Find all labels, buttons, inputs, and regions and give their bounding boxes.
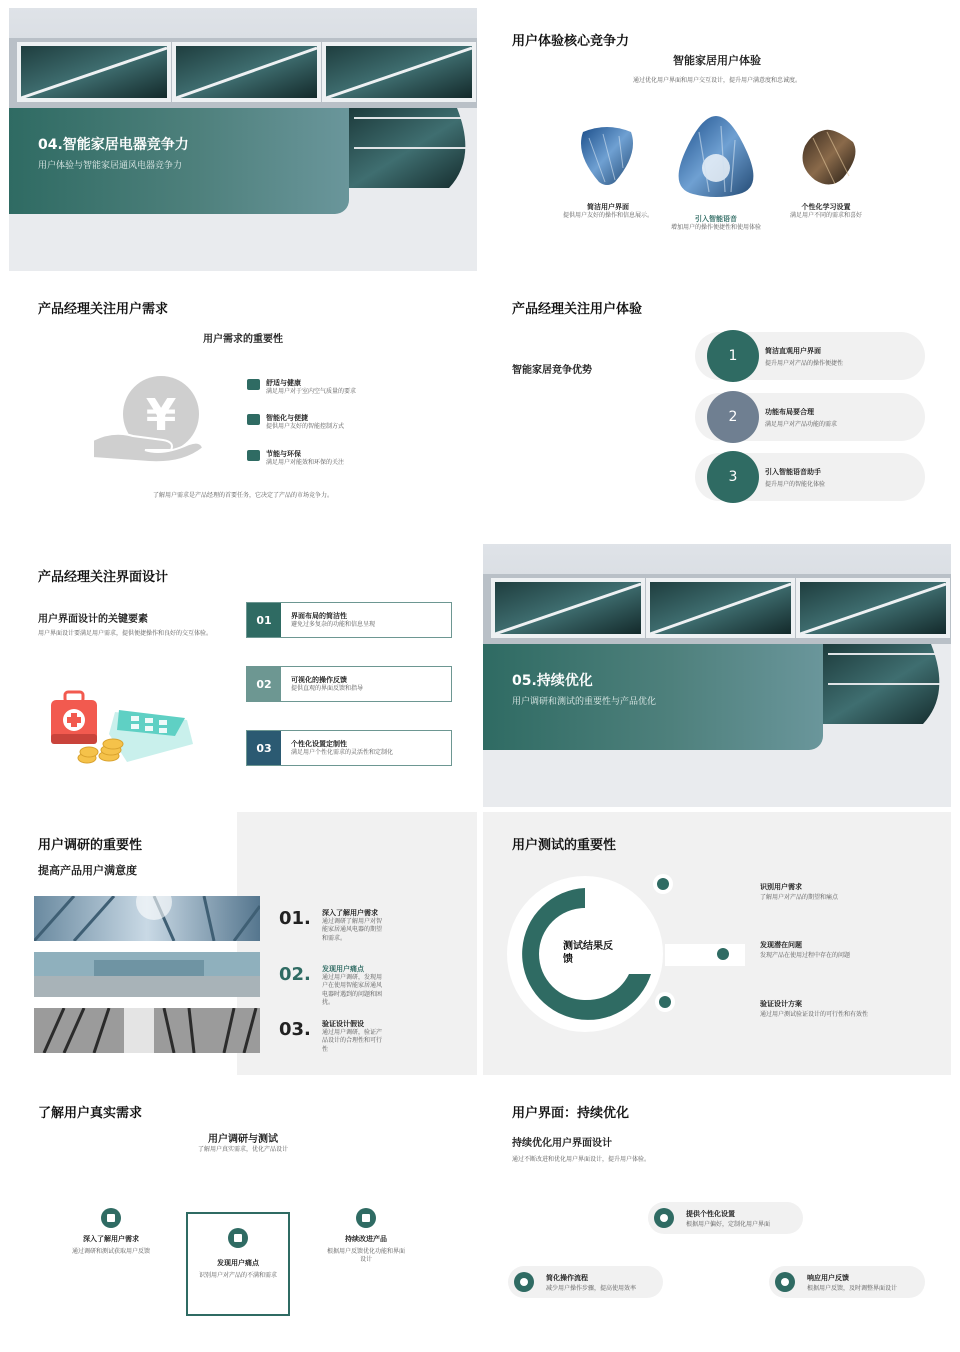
research-label: 验证设计假设 xyxy=(322,1020,364,1028)
cover-title-box xyxy=(483,644,823,750)
advantage-desc: 满足用户对产品功能的需求 xyxy=(765,421,838,428)
feature-label: 个性化学习设置 xyxy=(801,203,851,211)
advantage-desc: 提升用户对产品的操作便捷性 xyxy=(765,360,844,367)
advantage-label: 功能布局要合理 xyxy=(765,408,814,416)
slide-heading: 提高产品用户满意度 xyxy=(38,864,137,877)
element-desc: 避免过多复杂的功能和信息呈现 xyxy=(291,621,376,628)
slide-desc: 通过不断改进和优化用户界面设计，提升用户体验。 xyxy=(512,1156,651,1163)
test-center-label: 测试结果反馈 xyxy=(563,941,613,965)
cover-subtitle: 用户体验与智能家居通风电器竞争力 xyxy=(38,161,183,171)
step-label: 深入了解用户需求 xyxy=(83,1235,139,1243)
test-label: 识别用户需求 xyxy=(760,883,802,891)
slide-desc: 了解用户真实需求，优化产品设计 xyxy=(197,1146,288,1153)
building-blob-3 xyxy=(795,126,859,188)
cover-title: 05.持续优化 xyxy=(512,673,593,689)
element-label: 可视化的操作反馈 xyxy=(291,676,347,684)
test-label: 发现潜在问题 xyxy=(760,941,802,949)
need-desc: 满足用户对于室内空气质量的要求 xyxy=(266,388,357,395)
building-blob-2 xyxy=(669,112,763,198)
feature-desc: 提供用户友好的操作和信息展示。 xyxy=(563,212,654,219)
feature-caption xyxy=(781,202,871,220)
settings-icon xyxy=(654,1208,674,1228)
slide-heading: 持续优化用户界面设计 xyxy=(512,1138,612,1149)
advantage-label: 简洁直观用户界面 xyxy=(765,347,821,355)
feature-caption xyxy=(671,214,761,232)
research-label: 深入了解用户需求 xyxy=(322,909,378,917)
feedback-icon xyxy=(775,1272,795,1292)
advantage-desc: 提升用户的智能化体验 xyxy=(765,481,826,488)
slide-user-testing[interactable] xyxy=(483,812,951,1075)
slide-real-needs[interactable] xyxy=(9,1080,477,1343)
slide-user-research[interactable] xyxy=(9,812,477,1075)
image-icon xyxy=(101,1208,121,1228)
advantage-number: 3 xyxy=(707,451,759,503)
research-desc: 通过用户调研，验证产品设计的合理性和可行性 xyxy=(322,1029,383,1053)
building-strip-3 xyxy=(34,1008,260,1053)
optimization-desc: 根据用户偏好，定制化用户界面 xyxy=(686,1221,771,1228)
slide-cover-04[interactable] xyxy=(9,8,477,271)
advantage-label: 引入智能语音助手 xyxy=(765,468,821,476)
optimization-desc: 减少用户操作步骤，提高使用效率 xyxy=(546,1285,637,1292)
slide-title: 产品经理关注用户需求 xyxy=(38,302,169,317)
slide-heading: 智能家居用户体验 xyxy=(673,54,761,67)
optimization-item xyxy=(769,1266,925,1298)
slide-user-experience[interactable] xyxy=(483,276,951,539)
svg-text:¥: ¥ xyxy=(145,390,177,441)
research-desc: 通过调研了解用户对智能家居通风电器的期望和需求。 xyxy=(322,918,383,942)
element-desc: 提供直观的界面反馈和指导 xyxy=(291,685,364,692)
need-label: 智能化与便捷 xyxy=(266,414,308,422)
printer-icon xyxy=(247,450,260,461)
optimization-label: 简化操作流程 xyxy=(546,1274,588,1282)
cover-title-box xyxy=(9,108,349,214)
step-desc: 通过调研和测试获取用户反馈 xyxy=(71,1248,150,1255)
slide-heading: 智能家居竞争优势 xyxy=(512,365,592,376)
research-desc: 通过用户调研，发现用户在使用智能家居通风电器时遇到的问题和困扰。 xyxy=(322,974,383,1007)
feature-caption xyxy=(563,202,653,220)
optimization-label: 响应用户反馈 xyxy=(807,1274,849,1282)
slide-heading: 用户调研与测试 xyxy=(208,1134,278,1145)
need-label: 舒适与健康 xyxy=(266,379,301,387)
need-desc: 提供用户友好的智能控制方式 xyxy=(266,423,345,430)
slide-title: 产品经理关注界面设计 xyxy=(38,570,169,585)
research-number: 02. xyxy=(279,964,311,985)
advantage-number: 2 xyxy=(707,391,759,443)
advantage-item xyxy=(695,393,925,441)
building-strip-2 xyxy=(34,952,260,997)
feature-desc: 满足用户不同的需求和喜好 xyxy=(789,212,862,219)
need-desc: 满足用户对能效和环保的关注 xyxy=(266,459,345,466)
element-label: 界面布局的简洁性 xyxy=(291,612,347,620)
need-item xyxy=(247,449,344,467)
optimization-item xyxy=(508,1266,663,1298)
slide-desc: 用户界面设计要满足用户需求，提供便捷操作和良好的交互体验。 xyxy=(38,630,213,637)
advantage-item xyxy=(695,332,925,380)
test-desc: 通过用户测试验证设计的可行性和有效性 xyxy=(760,1011,869,1018)
slide-cover-05[interactable] xyxy=(483,544,951,807)
yen-hand-icon xyxy=(93,374,213,464)
slide-title: 用户测试的重要性 xyxy=(512,838,617,853)
design-element xyxy=(246,730,452,766)
need-label: 节能与环保 xyxy=(266,450,301,458)
slide-interface-design[interactable] xyxy=(9,544,477,807)
need-item xyxy=(247,413,344,431)
need-item xyxy=(247,378,356,396)
design-element xyxy=(246,666,452,702)
slide-heading: 用户需求的重要性 xyxy=(203,334,283,345)
slide-user-needs[interactable] xyxy=(9,276,477,539)
slide-title: 用户界面：持续优化 xyxy=(512,1106,630,1121)
element-desc: 满足用户个性化需求的灵活性和定制化 xyxy=(291,749,394,756)
document-icon xyxy=(228,1228,248,1248)
element-label: 个性化设置定制性 xyxy=(291,740,347,748)
image-icon xyxy=(247,414,260,425)
feature-label: 简洁用户界面 xyxy=(587,203,629,211)
slide-title: 用户调研的重要性 xyxy=(38,838,143,853)
test-desc: 了解用户对产品的期望和痛点 xyxy=(760,894,839,901)
step-label: 发现用户痛点 xyxy=(217,1259,259,1267)
research-label: 发现用户痛点 xyxy=(322,965,364,973)
research-number: 01. xyxy=(279,908,311,929)
slide-title: 用户体验核心竞争力 xyxy=(512,34,630,49)
step-label: 持续改进产品 xyxy=(345,1235,387,1243)
slide-ux-core[interactable] xyxy=(483,8,951,271)
element-number: 02 xyxy=(247,667,281,701)
step-desc: 根据用户反馈优化功能和界面设计 xyxy=(326,1248,405,1264)
slide-heading: 用户界面设计的关键要素 xyxy=(38,614,148,625)
advantage-number: 1 xyxy=(707,330,759,382)
building-strip-1 xyxy=(34,896,260,941)
air-icon xyxy=(247,379,260,390)
design-element xyxy=(246,602,452,638)
medical-kit-illustration xyxy=(47,684,197,766)
test-desc: 发现产品在使用过程中存在的问题 xyxy=(760,952,851,959)
feature-desc: 增加用户的操作便捷性和使用体验 xyxy=(671,224,762,231)
slide-title: 了解用户真实需求 xyxy=(38,1106,143,1121)
test-diagram xyxy=(505,874,745,1034)
building-blob-1 xyxy=(575,124,639,188)
advantage-item xyxy=(695,453,925,501)
step-desc: 识别用户对产品的不满和需求 xyxy=(198,1272,277,1279)
optimization-desc: 根据用户反馈，及时调整界面设计 xyxy=(807,1285,898,1292)
image-icon xyxy=(514,1272,534,1292)
slide-desc: 通过优化用户界面和用户交互设计，提升用户满意度和忠诚度。 xyxy=(632,77,801,84)
test-label: 验证设计方案 xyxy=(760,1000,802,1008)
flask-icon xyxy=(356,1208,376,1228)
slide-title: 产品经理关注用户体验 xyxy=(512,302,643,317)
cover-title: 04.智能家居电器竞争力 xyxy=(38,137,189,153)
slide-note: 了解用户需求是产品经理的首要任务，它决定了产品的市场竞争力。 xyxy=(152,492,333,499)
feature-label: 引入智能语音 xyxy=(695,215,737,223)
element-number: 03 xyxy=(247,731,281,765)
optimization-item xyxy=(648,1202,803,1234)
cover-subtitle: 用户调研和测试的重要性与产品优化 xyxy=(512,697,657,707)
slide-ui-optimization[interactable] xyxy=(483,1080,951,1343)
research-number: 03. xyxy=(279,1019,311,1040)
optimization-label: 提供个性化设置 xyxy=(686,1210,735,1218)
element-number: 01 xyxy=(247,603,281,637)
